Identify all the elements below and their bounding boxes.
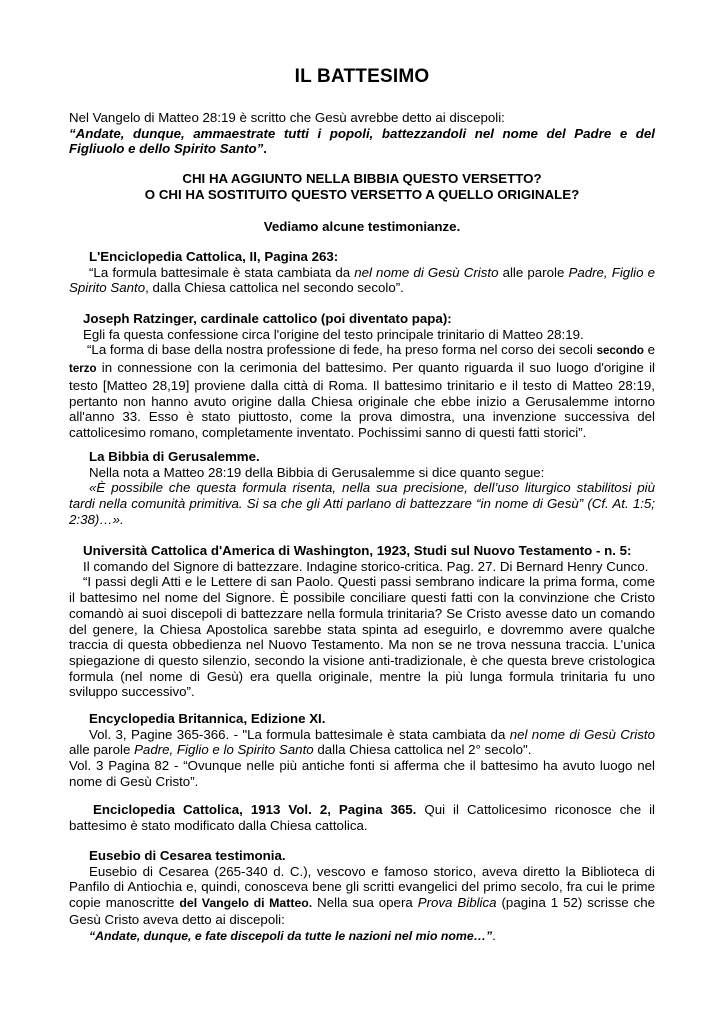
section-britannica xyxy=(69,711,655,790)
section-ratzinger xyxy=(69,311,655,441)
intro-line: Nel Vangelo di Matteo 28:19 è scritto che Gesù avrebbe detto ai discepoli: xyxy=(69,110,505,125)
section-heading: Università Cattolica d'America di Washington, 1923, Studi sul Nuovo Testamento - n. 5: xyxy=(83,543,632,558)
section-enciclopedia-1913 xyxy=(69,802,655,833)
section-quote: “Andate, dunque, e fate discepoli da tutte le nazioni nel mio nome…”. xyxy=(89,927,496,943)
question-line-2: O CHI HA SOSTITUITO QUESTO VERSETTO A QUELLO ORIGINALE? xyxy=(144,186,580,202)
section-heading: L'Enciclopedia Cattolica, II, Pagina 263: xyxy=(89,249,339,264)
vediamo-block xyxy=(69,219,655,235)
intro-paragraph xyxy=(69,110,655,157)
section-quote: “I passi degli Atti e le Lettere di san Paolo. Questi passi sembrano indicare la prima forma, come il battesimo nel nome del Signore. È possibile conciliare questi fatti con la convinzione che Cristo comandò ai suoi discepoli di battezzare nella formula trinitaria? Se Cristo avesse dato un comando del genere, la Chiesa Apostolica sarebbe stata spinta ad eseguirlo, e dovremmo avere qualche traccia di questa obbedienza nel Nuovo Testamento. Ma non se ne trova nessuna traccia. L'unica spiegazione di questo silenzio, secondo la visione anti-tradizionale, è che questa breve cristologica formula (nel nome di Gesù) era quella originale, mentre la più lunga formula trinitaria fu uno sviluppo successivo”. xyxy=(69,574,655,700)
section-text: Enciclopedia Cattolica, 1913 Vol. 2, Pagina 365. Qui il Cattolicesimo riconosce che il battesimo è stato modificato dalla Chiesa cattolica. xyxy=(69,802,655,833)
intro-quote-end: . xyxy=(263,141,267,157)
section-text-2: Vol. 3 Pagina 82 - “Ovunque nelle più antiche fonti si afferma che il battesimo ha avuto luogo nel nome di Gesù Cristo”. xyxy=(69,758,655,789)
vediamo-heading: Vediamo alcune testimonianze. xyxy=(263,219,461,234)
section-text: Vol. 3, Pagine 365-366. - "La formula battesimale è stata cambiata da nel nome di Gesù Cristo alle parole Padre, Figlio e lo Spirito Santo dalla Chiesa cattolica nel 2° secolo". xyxy=(69,726,655,758)
section-intro: Nella nota a Matteo 28:19 della Bibbia di Gerusalemme si dice quanto segue: xyxy=(89,464,545,480)
section-intro: Il comando del Signore di battezzare. Indagine storico-critica. Pag. 27. Di Bernard Henry Cunco. xyxy=(83,558,649,574)
section-eusebio xyxy=(69,848,655,944)
section-heading: La Bibbia di Gerusalemme. xyxy=(89,449,260,464)
section-heading: Eusebio di Cesarea testimonia. xyxy=(89,848,286,863)
section-heading: Encyclopedia Britannica, Edizione XI. xyxy=(89,711,326,726)
question-line-1: CHI HA AGGIUNTO NELLA BIBBIA QUESTO VERSETTO? xyxy=(182,171,542,186)
section-universita-cattolica xyxy=(69,543,655,700)
intro-quote xyxy=(69,126,655,157)
section-text: “La formula battesimale è stata cambiata da nel nome di Gesù Cristo alle parole Padre, Figlio e Spirito Santo, dalla Chiesa cattolica nel secondo secolo”. xyxy=(69,264,655,296)
section-intro: Egli fa questa confessione circa l'origine del testo principale trinitario di Matteo 28:19. xyxy=(83,326,584,342)
page-title: IL BATTESIMO xyxy=(294,66,430,87)
section-enciclopedia-cattolica xyxy=(69,249,655,296)
section-heading: Joseph Ratzinger, cardinale cattolico (poi diventato papa): xyxy=(83,311,452,326)
section-heading: Enciclopedia Cattolica, 1913 Vol. 2, Pagina 365. xyxy=(93,802,417,817)
section-quote: «È possibile che questa formula risenta, nella sua precisione, dell’uso liturgico stabilitosi più tardi nella comunità primitiva. Si sa che gli Atti parlano di battezzare “in nome di Gesù” (Cf. At. 1:5; 2:38)…». xyxy=(69,480,655,527)
intro-quote-text: “Andate, dunque, ammaestrate tutti i popoli, battezzandoli nel nome del Padre e del Figliuolo e dello Spirito Santo” xyxy=(69,125,655,157)
question-block xyxy=(69,171,655,202)
section-text: “La forma di base della nostra professione di fede, ha preso forma nel corso dei secoli secondo e terzo in connessione con la cerimonia del battesimo. Per quanto riguarda il suo luogo d'origine il testo [Matteo 28,19] proviene dalla città di Roma. Il battesimo trinitario e il testo di Matteo 28:19, pertanto non hanno avuto origine dalla Chiesa originale che ebbe inizio a Gerusalemme intorno all'anno 33. Esso è stato piuttosto, come la prova dimostra, una invenzione successiva del cattolicesimo romano, completamente inventato. Pochissimi sanno di questi fatti storici”. xyxy=(69,342,656,440)
section-text: Eusebio di Cesarea (265-340 d. C.), vescovo e famoso storico, aveva diretto la Biblioteca di Panfilo di Antiochia e, quindi, conosceva bene gli scritti evangelici del primo secolo, fra cui le prime copie manoscritte del Vangelo di Matteo. Nella sua opera Prova Biblica (pagina 1 52) scrisse che Gesù Cristo aveva detto ai discepoli: xyxy=(69,863,655,927)
section-bibbia-gerusalemme xyxy=(69,449,655,528)
